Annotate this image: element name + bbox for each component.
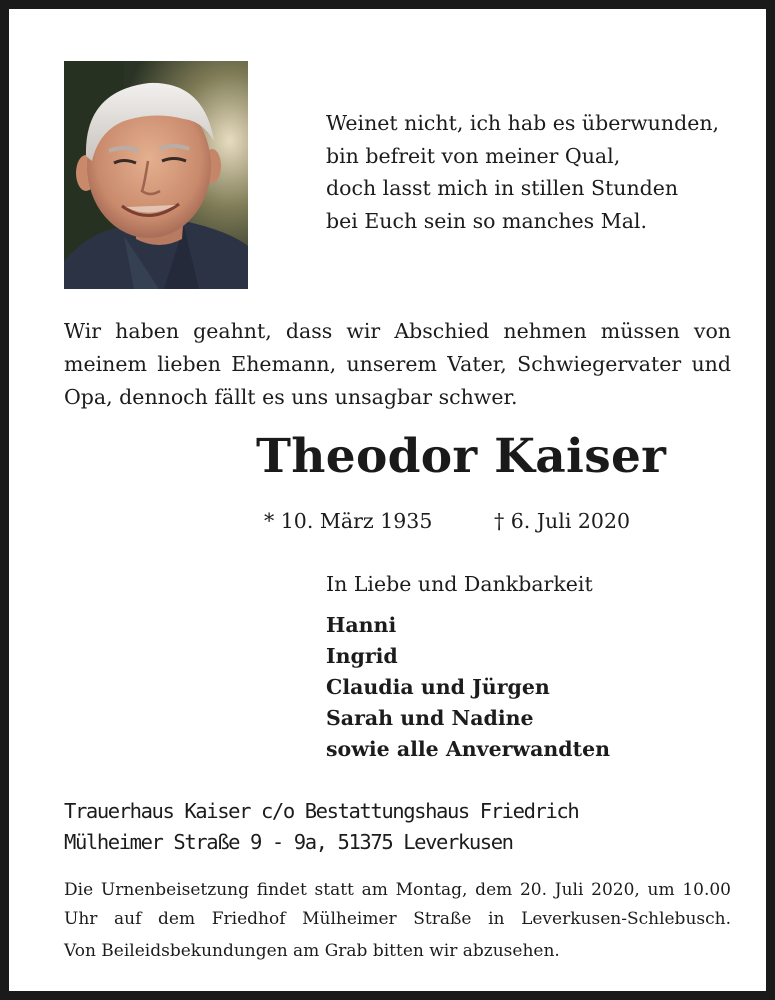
mourner-name: Hanni	[326, 613, 397, 637]
mourning-house-address	[64, 796, 578, 857]
mourner-name: sowie alle Anverwandten	[326, 737, 611, 761]
poem-line: bin befreit von meiner Qual,	[326, 143, 621, 168]
death-date: † 6. Juli 2020	[494, 509, 631, 533]
condolence-notice: Von Beileidsbekundungen am Grab bitten wir abzusehen.	[64, 941, 560, 961]
mourners-heading: In Liebe und Dankbarkeit	[326, 572, 593, 596]
burial-notice: Die Urnenbeisetzung findet statt am Montag, dem 20. Juli 2020, um 10.00 Uhr auf dem Friedhof Mülheimer Straße in Leverkusen-Schlebusch.	[64, 880, 731, 929]
intro-paragraph: Wir haben geahnt, dass wir Abschied nehmen müssen von meinem lieben Ehemann, unserem Vater, Schwiegervater und Opa, dennoch fällt es uns unsagbar schwer.	[64, 319, 731, 409]
poem-line: bei Euch sein so manches Mal.	[326, 208, 648, 233]
mourners-list	[326, 610, 610, 765]
mourner-name: Claudia und Jürgen	[326, 675, 550, 699]
portrait-photo	[64, 61, 248, 289]
mourner-name: Sarah und Nadine	[326, 706, 534, 730]
birth-date: * 10. März 1935	[264, 509, 433, 533]
address-line: Trauerhaus Kaiser c/o Bestattungshaus Friedrich	[64, 799, 579, 823]
poem-line: doch lasst mich in stillen Stunden	[326, 176, 679, 200]
poem	[326, 107, 719, 237]
poem-line: Weinet nicht, ich hab es überwunden,	[326, 111, 720, 135]
mourner-name: Ingrid	[326, 644, 398, 668]
address-line: Mülheimer Straße 9 - 9a, 51375 Leverkusen	[64, 829, 513, 854]
deceased-name: Theodor Kaiser	[256, 429, 667, 484]
